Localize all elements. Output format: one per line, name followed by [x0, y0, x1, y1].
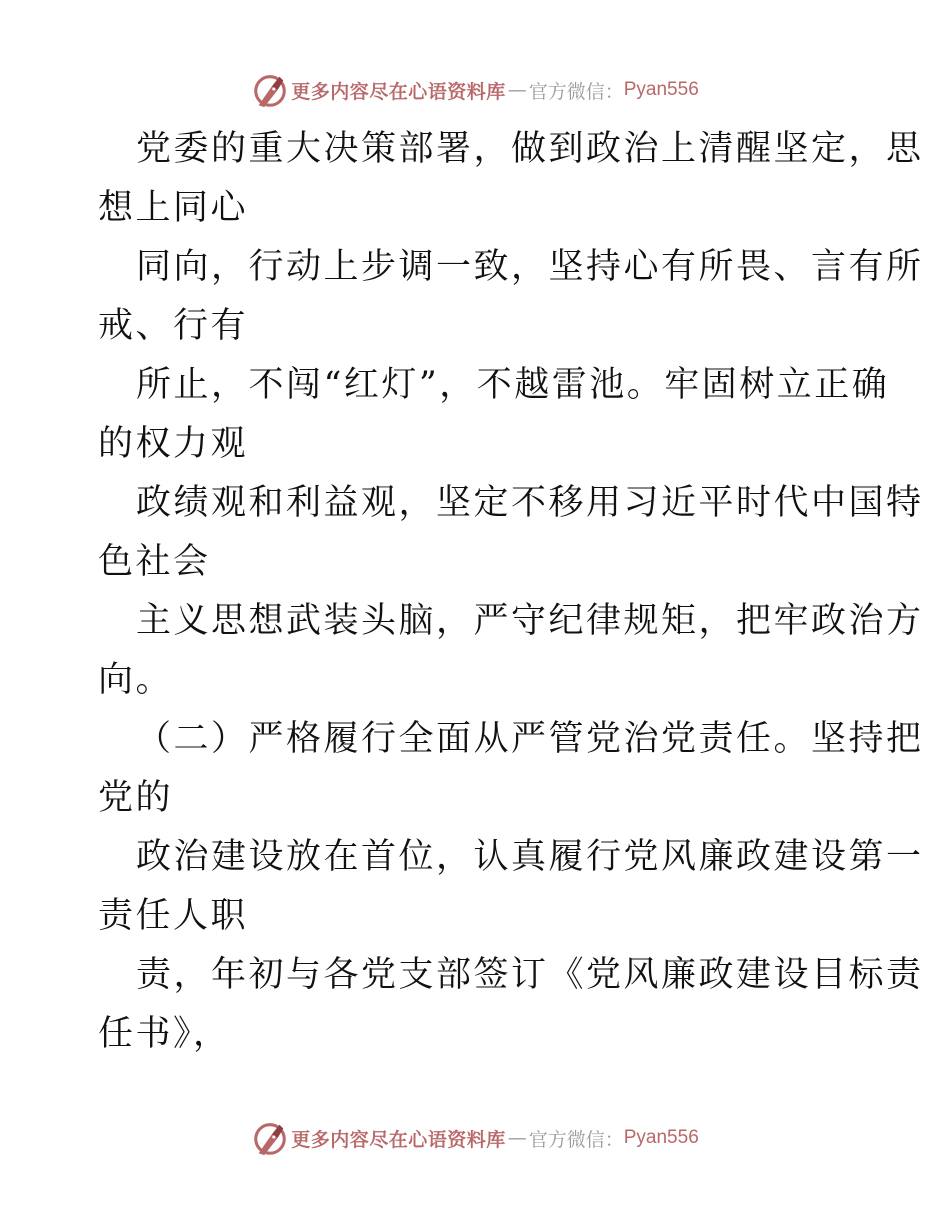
body-line: 戒、行有: [98, 306, 249, 346]
body-line: 责，年初与各党支部签订《党风廉政建设目标责: [136, 955, 924, 995]
body-line: 向。: [98, 660, 174, 700]
body-line: 主义思想武装头脑，严守纪律规矩，把牢政治方: [136, 601, 924, 641]
body-line: 政治建设放在首位，认真履行党风廉政建设第一: [136, 837, 924, 877]
body-line: 所止，不闯“红灯”，不越雷池。牢固树立正确: [136, 365, 890, 405]
banner-subtitle: 官方微信：: [528, 80, 624, 103]
pen-nib-logo-icon: [251, 71, 289, 109]
body-line: 同向，行动上步调一致，坚持心有所畏、言有所: [136, 247, 924, 287]
footer-banner: [0, 1118, 950, 1158]
body-line: 责任人职: [98, 896, 249, 936]
body-line: 任书》，: [98, 1014, 231, 1054]
header-banner-text: [291, 77, 699, 104]
body-line: （二）严格履行全面从严管党治党责任。坚持把: [136, 719, 924, 759]
banner-dash: —: [507, 1127, 527, 1149]
body-line: 党委的重大决策部署，做到政治上清醒坚定，思: [136, 129, 924, 169]
banner-wechat-id: Pyan556: [623, 1127, 699, 1148]
body-line: 政绩观和利益观，坚定不移用习近平时代中国特: [136, 483, 924, 523]
banner-title: 更多内容尽在心语资料库: [291, 80, 506, 103]
body-line: 党的: [98, 778, 174, 818]
footer-banner-text: [291, 1125, 699, 1152]
body-line: 想上同心: [98, 188, 249, 228]
body-line: 的权力观: [98, 424, 249, 464]
body-line: 色社会: [98, 542, 211, 582]
pen-nib-logo-icon: [251, 1119, 289, 1157]
banner-subtitle: 官方微信：: [528, 1128, 624, 1151]
banner-dash: —: [507, 79, 527, 101]
document-body: [98, 120, 924, 1064]
banner-title: 更多内容尽在心语资料库: [291, 1128, 506, 1151]
banner-wechat-id: Pyan556: [623, 79, 699, 100]
header-banner: [0, 70, 950, 110]
